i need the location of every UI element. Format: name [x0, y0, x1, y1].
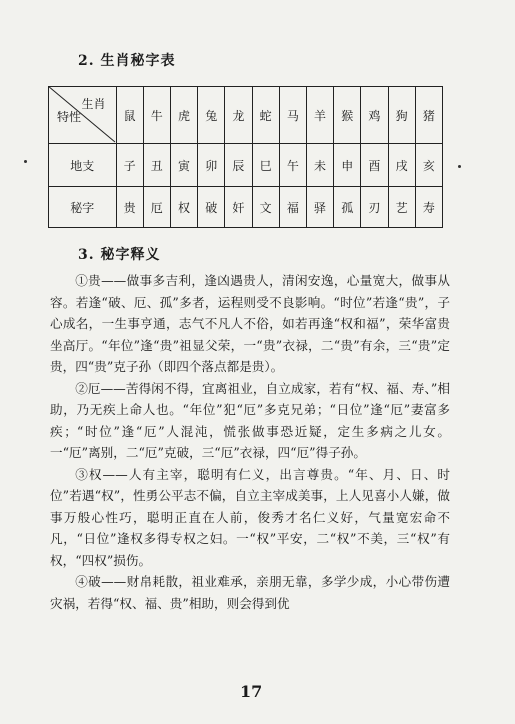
mizi-cell: 权 [170, 187, 197, 228]
dizhi-cell: 巳 [252, 144, 279, 187]
zodiac-cell: 鼠 [116, 87, 143, 144]
dizhi-cell: 午 [279, 144, 306, 187]
mizi-row [49, 187, 443, 228]
zodiac-cell: 龙 [225, 87, 252, 144]
section-2-title: 2. 生肖秘字表 [78, 53, 176, 69]
header-diagonal-line [48, 86, 116, 143]
paragraph-e: ②厄——苦得闲不得，宜离祖业，自立成家，若有“权、福、寿、”相助，乃无疾上命人也。“年位”犯“厄”多克兄弟；“日位”逢“厄”妻富多疾；“时位”逢“厄”人混沌，慌张做事恐近疑，定生多病之儿女。一“厄”离别，二“厄”克破，三“厄”衣禄，四“厄”得子孙。 [50, 380, 450, 460]
dizhi-cell: 丑 [143, 144, 170, 187]
zodiac-cell: 兔 [198, 87, 225, 144]
zodiac-cell: 鸡 [361, 87, 388, 144]
dizhi-cell: 卯 [198, 144, 225, 187]
mizi-cell: 奸 [225, 187, 252, 228]
mizi-cell: 厄 [143, 187, 170, 228]
zodiac-cell: 马 [279, 87, 306, 144]
mizi-label: 秘字 [49, 187, 117, 228]
dizhi-cell: 寅 [170, 144, 197, 187]
dizhi-label: 地支 [49, 144, 117, 187]
definitions-body [50, 270, 450, 614]
zodiac-cell: 猴 [334, 87, 361, 144]
mizi-cell: 驿 [306, 187, 333, 228]
mizi-cell: 孤 [334, 187, 361, 228]
zodiac-cell: 狗 [388, 87, 415, 144]
header-trait-label: 特性 [57, 110, 82, 124]
zodiac-cell: 虎 [170, 87, 197, 144]
dizhi-cell: 戌 [388, 144, 415, 187]
dizhi-cell: 子 [116, 144, 143, 187]
section-3-title: 3. 秘字释义 [78, 247, 161, 263]
mizi-cell: 文 [252, 187, 279, 228]
dizhi-cell: 酉 [361, 144, 388, 187]
page-number: 17 [240, 682, 263, 701]
mizi-cell: 寿 [415, 187, 442, 228]
mizi-cell: 福 [279, 187, 306, 228]
header-zodiac-label: 生肖 [81, 97, 106, 111]
mizi-cell: 刃 [361, 187, 388, 228]
zodiac-cell: 蛇 [252, 87, 279, 144]
zodiac-cell: 牛 [143, 87, 170, 144]
dizhi-cell: 申 [334, 144, 361, 187]
paragraph-gui: ①贵——做事多吉利，逢凶遇贵人，清闲安逸，心量宽大，做事从容。若逢“破、厄、孤”多者，运程则受不良影响。“时位”若逢“贵”，子心成名，一生事亨通，志气不凡人不俗，如若再逢“权和福”，荣华富贵坐高厅。“年位”逢“贵”祖显父荣，一“贵”衣禄，二“贵”有余，三“贵”定贵，四“贵”克子孙（即四个落点都是贵）。 [50, 273, 450, 374]
mizi-cell: 艺 [388, 187, 415, 228]
dizhi-cell: 亥 [415, 144, 442, 187]
paragraph-po: ④破——财帛耗散，祖业难承，亲朋无靠，多学少成，小心带伤遭灾祸，若得“权、福、贵”相助，则会得到优 [50, 574, 450, 611]
dizhi-cell: 辰 [225, 144, 252, 187]
zodiac-cell: 羊 [306, 87, 333, 144]
mizi-cell: 破 [198, 187, 225, 228]
mizi-cell: 贵 [116, 187, 143, 228]
zodiac-cell: 猪 [415, 87, 442, 144]
dizhi-row [49, 144, 443, 187]
paragraph-quan: ③权——人有主宰，聪明有仁义，出言尊贵。“年、月、日、时位”若遇“权”，性勇公平志不偏，自立主宰成美事，上人见喜小人嫌，做事万般心性巧，聪明正直在人前，俊秀才名仁义好，气量宽宏命不凡，“日位”逢权多得专权之妇。一“权”平安，二“权”不美，三“权”有权，“四权”损伤。 [50, 466, 450, 568]
margin-mark [458, 165, 461, 168]
margin-mark [24, 160, 27, 163]
dizhi-cell: 未 [306, 144, 333, 187]
